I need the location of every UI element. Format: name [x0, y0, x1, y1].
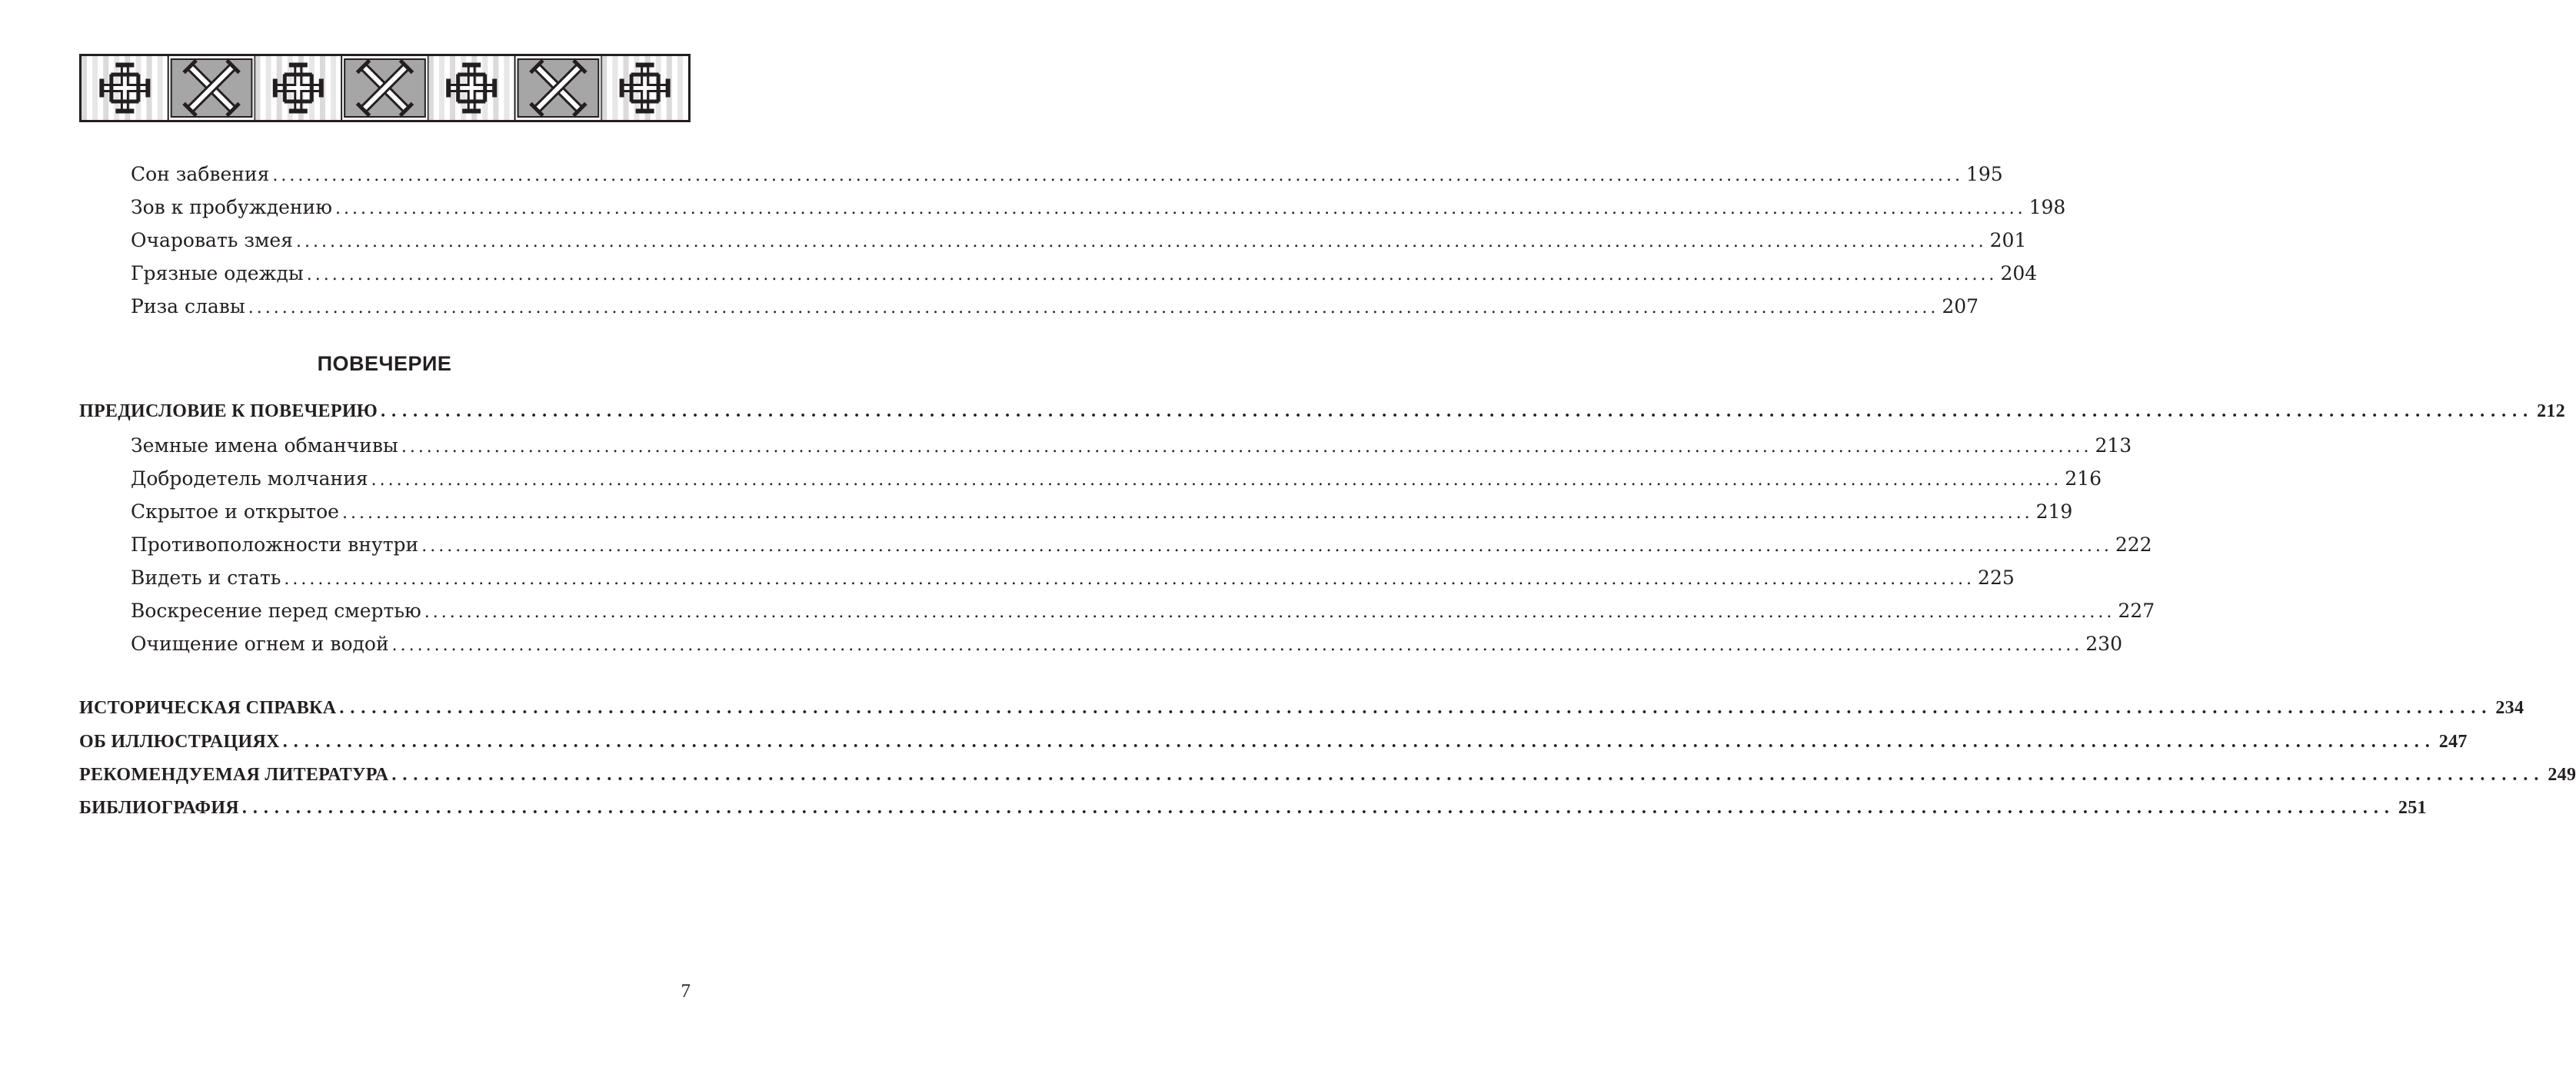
section-title: ПОВЕЧЕРИЕ	[317, 352, 452, 375]
toc-entry-page: 204	[2000, 262, 2038, 284]
toc-entry-page: 247	[2438, 732, 2468, 752]
leader-dots: ........................................................................................................................................................................................................	[282, 732, 2436, 752]
toc-entry[interactable]	[131, 467, 2102, 490]
page-number: 7	[681, 981, 691, 1002]
toc-entry-title: Воскресение перед смертью	[131, 600, 421, 622]
toc-entry-page: 219	[2035, 500, 2073, 523]
toc-entry-main[interactable]	[79, 732, 2468, 753]
toc-entry-title: Грязные одежды	[131, 262, 304, 284]
toc-entry-main[interactable]	[79, 798, 2427, 819]
leader-dots: ........................................................................................................................................................................................................	[381, 401, 2534, 421]
saltire-icon	[171, 56, 255, 120]
leader-dots: ........................................................................................................................................................................................................	[424, 603, 2115, 622]
toc-entry[interactable]	[131, 600, 2155, 622]
toc-entry-page: 222	[2115, 533, 2152, 556]
toc-entry-title: Очищение огнем и водой	[131, 633, 389, 655]
toc-entry[interactable]	[131, 633, 2122, 655]
toc-entry-title: Очаровать змея	[131, 229, 293, 251]
leader-dots: ........................................................................................................................................................................................................	[284, 570, 1975, 589]
toc-entry-page: 201	[1989, 229, 2027, 251]
cross-icon	[601, 56, 683, 120]
toc-entry-page: 212	[2537, 401, 2566, 421]
toc-entry-page: 230	[2085, 633, 2122, 655]
toc-entry[interactable]	[131, 196, 2066, 218]
toc-entry-title: БИБЛИОГРАФИЯ	[79, 798, 239, 818]
toc-entry[interactable]	[131, 533, 2152, 556]
toc-entry[interactable]	[131, 262, 2038, 284]
toc-entry-page: 249	[2548, 765, 2576, 785]
toc-entry-title: ОБ ИЛЛЮСТРАЦИЯХ	[79, 732, 280, 752]
leader-dots: ........................................................................................................................................................................................................	[272, 166, 1963, 185]
toc-entry-page: 213	[2095, 434, 2132, 457]
leader-dots: ........................................................................................................................................................................................................	[296, 232, 1987, 251]
toc-entry[interactable]	[131, 434, 2132, 457]
ornament-svg	[79, 54, 691, 122]
toc-entry[interactable]	[131, 229, 2027, 251]
toc-entry-title: Земные имена обманчивы	[131, 434, 398, 457]
toc-entry-page: 227	[2118, 600, 2155, 622]
toc-entry[interactable]	[131, 500, 2073, 523]
toc-entry-main[interactable]	[79, 401, 2566, 422]
toc-entry[interactable]	[131, 567, 2015, 589]
leader-dots: ........................................................................................................................................................................................................	[339, 698, 2493, 718]
toc-entry-title: Видеть и стать	[131, 567, 281, 589]
toc-entry-title: Добродетель молчания	[131, 467, 368, 490]
leader-dots: ........................................................................................................................................................................................................	[341, 503, 2033, 523]
leader-dots: ........................................................................................................................................................................................................	[421, 537, 2112, 556]
leader-dots: ........................................................................................................................................................................................................	[371, 470, 2062, 490]
leader-dots: ........................................................................................................................................................................................................	[391, 765, 2545, 785]
leader-dots: ........................................................................................................................................................................................................	[306, 265, 1998, 284]
toc-entry-page: 234	[2495, 698, 2524, 718]
toc-entry-page: 195	[1966, 163, 2003, 185]
toc-entry-title: ИСТОРИЧЕСКАЯ СПРАВКА	[79, 698, 337, 718]
leader-dots: ........................................................................................................................................................................................................	[391, 636, 2083, 655]
leader-dots: ........................................................................................................................................................................................................	[334, 199, 2026, 218]
leader-dots: ........................................................................................................................................................................................................	[401, 437, 2092, 457]
toc-entry-title: Риза славы	[131, 295, 245, 317]
ornamental-banner	[79, 54, 691, 122]
toc-entry-title: Сон забвения	[131, 163, 270, 185]
toc-entry[interactable]	[131, 295, 1979, 317]
saltire-icon	[344, 56, 428, 120]
toc-entry-page: 207	[1942, 295, 1979, 317]
toc-entry-title: Противоположности внутри	[131, 533, 419, 556]
toc-entry-page: 251	[2398, 798, 2427, 818]
toc-entry-main[interactable]	[79, 765, 2576, 786]
toc-entry-title: ПРЕДИСЛОВИЕ К ПОВЕЧЕРИЮ	[79, 401, 378, 421]
toc-entry-title: РЕКОМЕНДУЕМАЯ ЛИТЕРАТУРА	[79, 765, 389, 785]
toc-entry-page: 198	[2029, 196, 2066, 218]
saltire-icon	[518, 56, 602, 120]
leader-dots: ........................................................................................................................................................................................................	[241, 798, 2395, 818]
leader-dots: ........................................................................................................................................................................................................	[248, 298, 1939, 317]
toc-entry-title: Скрытое и открытое	[131, 500, 339, 523]
toc-entry-page: 216	[2065, 467, 2102, 490]
toc-entry[interactable]	[131, 163, 2003, 185]
toc-entry-title: Зов к пробуждению	[131, 196, 332, 218]
toc-entry-main[interactable]	[79, 698, 2524, 719]
toc-entry-page: 225	[1978, 567, 2015, 589]
